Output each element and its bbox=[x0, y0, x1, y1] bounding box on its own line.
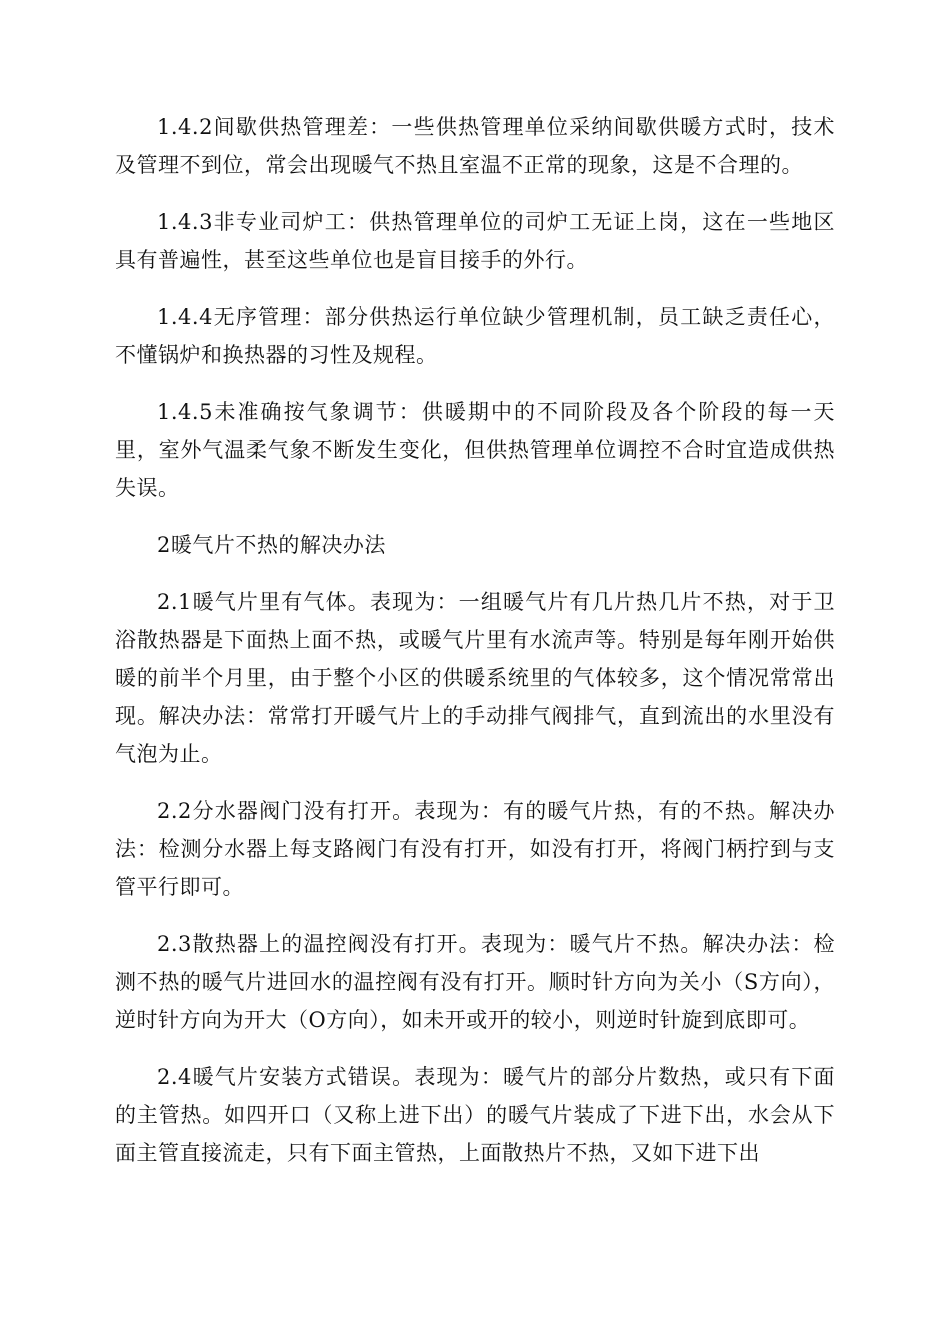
paragraph-1-4-4: 1.4.4无序管理：部分供热运行单位缺少管理机制，员工缺乏责任心，不懂锅炉和换热器的习性及规程。 bbox=[115, 305, 835, 367]
paragraph-1-4-2: 1.4.2间歇供热管理差：一些供热管理单位采纳间歇供暖方式时，技术及管理不到位，常会出现暖气不热且室温不正常的现象，这是不合理的。 bbox=[115, 115, 835, 177]
section-heading-2: 2暖气片不热的解决办法 bbox=[157, 533, 386, 557]
paragraph-1-4-3: 1.4.3非专业司炉工：供热管理单位的司炉工无证上岗，这在一些地区具有普遍性，甚至这些单位也是盲目接手的外行。 bbox=[115, 210, 835, 272]
paragraph-2-3: 2.3散热器上的温控阀没有打开。表现为：暖气片不热。解决办法：检测不热的暖气片进回水的温控阀有没有打开。顺时针方向为关小（S方向），逆时针方向为开大（O方向），如未开或开的较小，则逆时针旋到底即可。 bbox=[115, 932, 835, 1032]
paragraph-2-2: 2.2分水器阀门没有打开。表现为：有的暖气片热，有的不热。解决办法：检测分水器上每支路阀门有没有打开，如没有打开，将阀门柄拧到与支管平行即可。 bbox=[115, 799, 835, 899]
paragraph-2-1: 2.1暖气片里有气体。表现为：一组暖气片有几片热几片不热，对于卫浴散热器是下面热上面不热，或暖气片里有水流声等。特别是每年刚开始供暖的前半个月里，由于整个小区的供暖系统里的气体较多，这个情况常常出现。解决办法：常常打开暖气片上的手动排气阀排气，直到流出的水里没有气泡为止。 bbox=[115, 590, 835, 766]
document-body bbox=[115, 108, 835, 1191]
paragraph-2-4: 2.4暖气片安装方式错误。表现为：暖气片的部分片数热，或只有下面的主管热。如四开口（又称上进下出）的暖气片装成了下进下出，水会从下面主管直接流走，只有下面主管热，上面散热片不热，又如下进下出 bbox=[115, 1065, 835, 1165]
paragraph-1-4-5: 1.4.5未准确按气象调节：供暖期中的不同阶段及各个阶段的每一天里，室外气温柔气象不断发生变化，但供热管理单位调控不合时宜造成供热失误。 bbox=[115, 400, 835, 500]
